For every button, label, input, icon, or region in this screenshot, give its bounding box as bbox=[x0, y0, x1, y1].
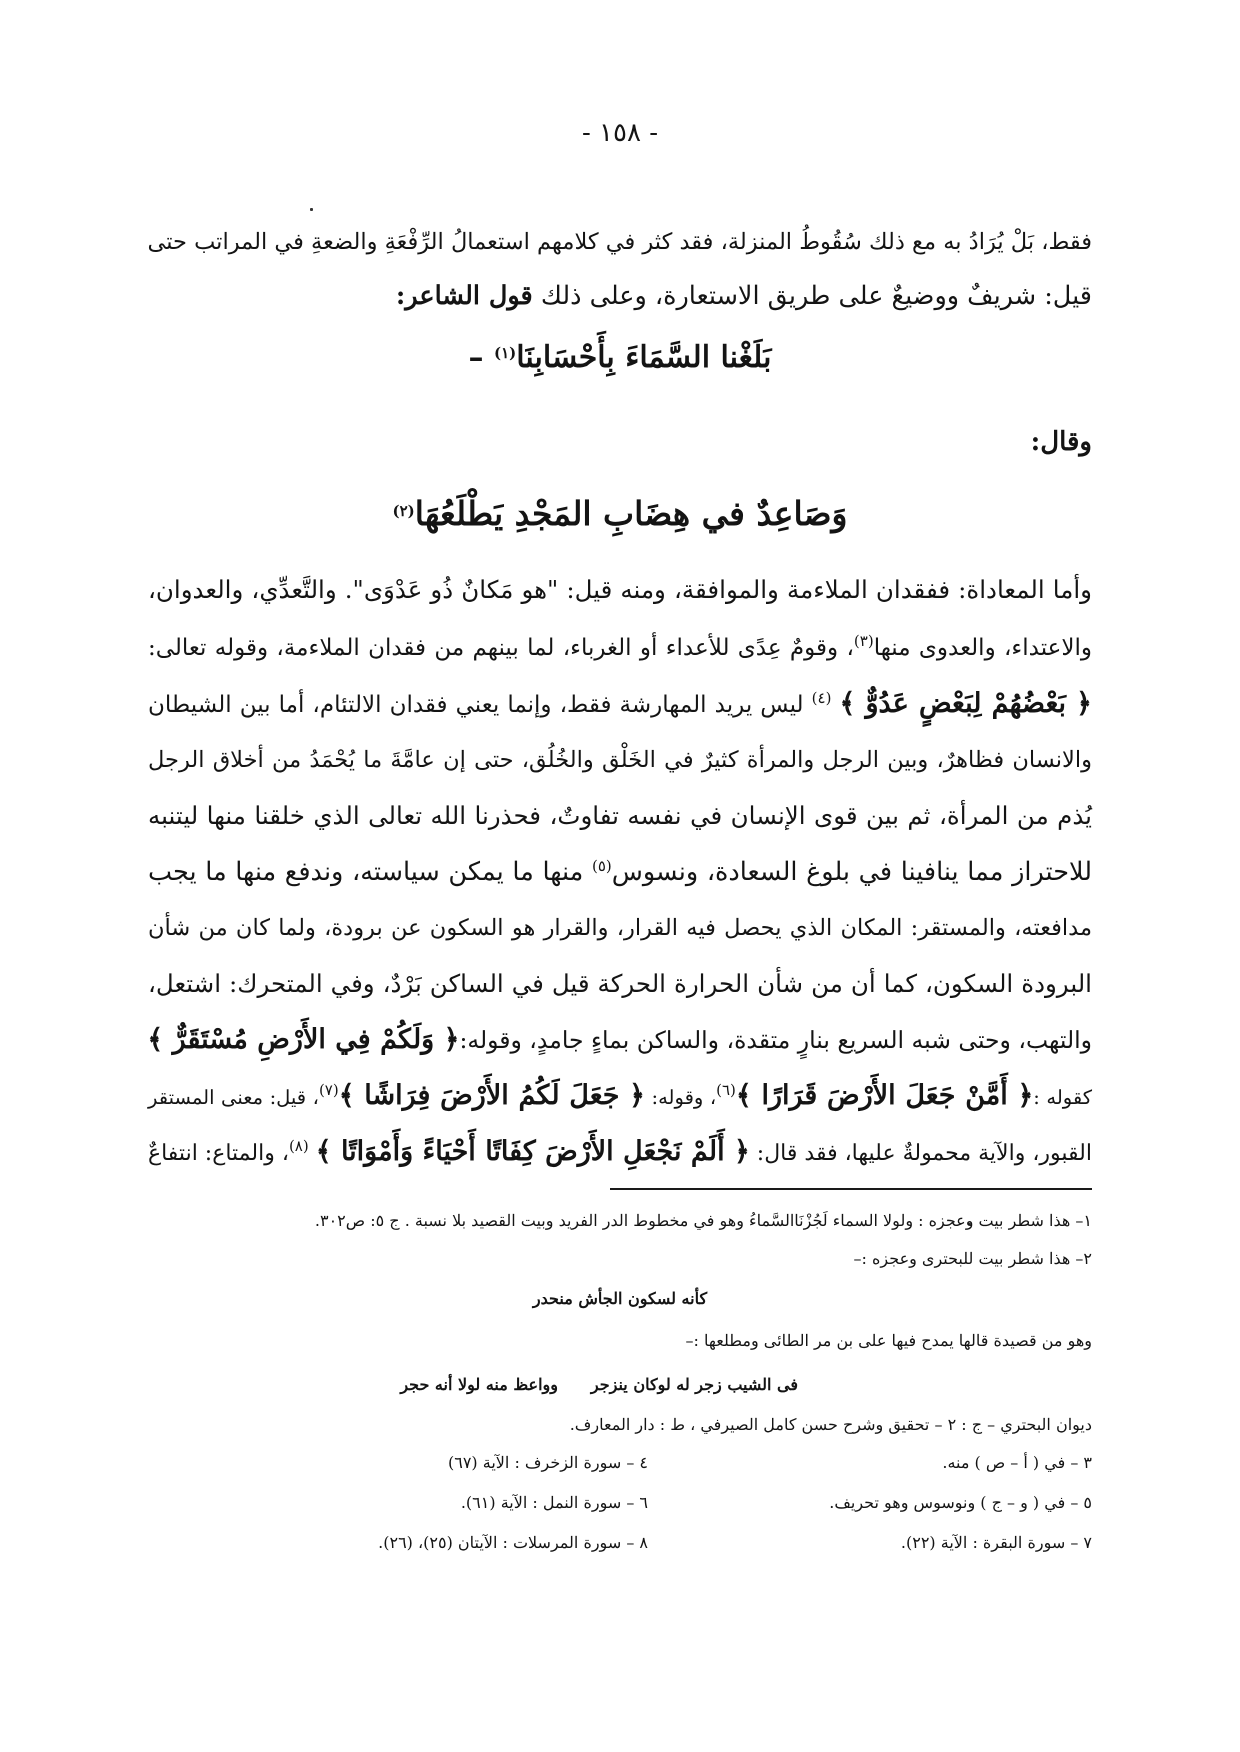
text-line-7: يُذم من المرأة، ثم بين قوى الإنسان في نفسه تفاوتٌ، فحذرنا الله تعالى الذي خلقنا منها ليتنبه bbox=[148, 801, 1092, 830]
text-line-11-a: والتهب، وحتى شبه السريع بنارٍ متقدة، والساكن بماءٍ جامدٍ، وقوله: bbox=[459, 1026, 1092, 1054]
text-line-5-b: ليس يريد المهارشة فقط، وإنما يعني فقدان الالتئام، أما بين الشيطان bbox=[148, 692, 812, 718]
text-line-2-plain: قيل: شريفٌ ووضيعٌ على طريق الاستعارة، وعلى ذلك bbox=[540, 281, 1092, 311]
footnote-ref-3: (٣) bbox=[853, 632, 874, 650]
page-number: - ١٥٨ - bbox=[581, 118, 659, 148]
footnote-2-verse: كأنه لسكون الجأش منحدر bbox=[532, 1289, 708, 1308]
text-line-2 bbox=[148, 276, 1092, 316]
footnote-2-intro: وهو من قصيدة قالها يمدح فيها على بن مر الطائى ومطلعها :– bbox=[685, 1331, 1092, 1350]
text-line-12-b: ، وقوله: bbox=[645, 1086, 717, 1109]
wa-qal-label: وقال: bbox=[1030, 427, 1092, 457]
text-line-12 bbox=[148, 1076, 1092, 1118]
text-line-13-b: ، والمتاع: انتفاعٌ bbox=[147, 1141, 289, 1166]
text-line-11 bbox=[148, 1020, 1092, 1060]
text-line-3: وأما المعاداة: ففقدان الملاءمة والموافقة، ومنه قيل: "هو مَكانٌ ذُو عَدْوَى". والتَّعدِّي، والعدوان، bbox=[148, 575, 1092, 604]
footnote-8: ٨ – سورة المرسلات : الآيتان (٢٥)، (٢٦). bbox=[378, 1533, 648, 1552]
text-line-8 bbox=[148, 852, 1092, 892]
verse-1-tail: – bbox=[468, 340, 494, 375]
quran-verse: ﴿ جَعَلَ لَكُمُ الأَرْضَ فِرَاشًا ﴾ bbox=[338, 1080, 645, 1111]
footnote-2-half-1: فى الشيب زجر له لوكان ينزجر bbox=[590, 1375, 798, 1394]
text-line-4-a: والاعتداء، والعدوى منها bbox=[873, 635, 1092, 661]
quran-verse: ﴿ وَلَكُمْ فِي الأَرْضِ مُسْتَقَرٌّ ﴾ bbox=[147, 1024, 460, 1055]
text-line-4-b: ، وقومٌ عِدًى للأعداء أو الغرباء، لما بينهم من فقدان الملاءمة، وقوله تعالى: bbox=[148, 635, 854, 661]
quran-verse: ﴿ بَعْضُهُمْ لِبَعْضٍ عَدُوٌّ ﴾ bbox=[839, 688, 1092, 719]
footnote-ref-1: (١) bbox=[494, 344, 517, 362]
text-line-6: والانسان فظاهرٌ، وبين الرجل والمرأة كثيرٌ في الخَلْق والخُلُق، حتى إن عامَّةَ ما يُحْمَدُ من أخلاق الرجل bbox=[148, 747, 1092, 773]
footnote-2-half-2: وواعظ منه لولا أنه حجر bbox=[400, 1375, 558, 1394]
footnote-divider bbox=[610, 1188, 1092, 1190]
text-line-9: مدافعته، والمستقر: المكان الذي يحصل فيه القرار، والقرار هو السكون عن برودة، ولما كان من شأن bbox=[148, 915, 1092, 941]
verse-2-text: وَصَاعِدٌ في هِضَابِ المَجْدِ يَطْلَعُهَا bbox=[414, 494, 848, 533]
footnote-ref-4: (٤) bbox=[811, 689, 832, 707]
text-line-4 bbox=[148, 628, 1092, 668]
text-line-1: فقط، بَلْ يُرَادُ به مع ذلك سُقُوطُ المنزلة، فقد كثر في كلامهم استعمالُ الرِّفْعَةِ والضعةِ في المراتب حتى bbox=[147, 229, 1092, 255]
footnote-7: ٧ – سورة البقرة : الآية (٢٢). bbox=[900, 1533, 1092, 1552]
text-line-8-a: للاحتراز مما ينافينا في بلوغ السعادة، ونسوس bbox=[611, 857, 1092, 887]
footnote-ref-2: (٢) bbox=[392, 502, 415, 520]
text-line-12-c: ، قيل: معنى المستقر bbox=[148, 1086, 319, 1109]
footnote-5: ٥ – في ( و – ج ) ونوسوس وهو تحريف. bbox=[829, 1493, 1092, 1512]
footnote-ref-6: (٦) bbox=[716, 1081, 736, 1099]
poet-quote-label: قول الشاعر: bbox=[395, 281, 533, 311]
footnote-1: ١– هذا شطر بيت وعجزه : ولولا السماء لَجُزْنَاالسَّماءُ وهو في مخطوط الدر الفريد وبيت القصيد بلا نسبة . ج ٥: ص٣٠٢. bbox=[314, 1211, 1092, 1230]
footnote-2-source: ديوان البحتري – ج : ٢ – تحقيق وشرح حسن كامل الصيرفي ، ط : دار المعارف. bbox=[569, 1415, 1092, 1434]
text-line-10: البرودة السكون، كما أن من شأن الحرارة الحركة قيل في الساكن بَرْدٌ، وفي المتحرك: اشتعل، bbox=[148, 969, 1092, 998]
text-line-13-a: القبور، والآية محمولةٌ عليها، فقد قال: bbox=[749, 1141, 1092, 1166]
footnote-6: ٦ – سورة النمل : الآية (٦١). bbox=[460, 1493, 648, 1512]
scan-speck bbox=[310, 208, 313, 211]
text-line-13 bbox=[148, 1132, 1092, 1174]
verse-2 bbox=[148, 490, 1092, 538]
text-line-12-a: كقوله : bbox=[1033, 1086, 1092, 1109]
footnote-3: ٣ – في ( أ – ص ) منه. bbox=[942, 1453, 1092, 1472]
footnote-ref-8: (٨) bbox=[288, 1137, 309, 1155]
quran-verse: ﴿ أَمَّنْ جَعَلَ الأَرْضَ قَرَارًا ﴾ bbox=[735, 1080, 1034, 1111]
quran-verse: ﴿ أَلَمْ نَجْعَلِ الأَرْضَ كِفَاتًا أَحْيَاءً وَأَمْوَاتًا ﴾ bbox=[315, 1136, 750, 1167]
verse-1-text: بَلَغْنا السَّمَاءَ بِأَحْسَابِنَا bbox=[516, 340, 772, 375]
footnote-ref-5: (٥) bbox=[591, 857, 612, 875]
verse-1 bbox=[148, 334, 1092, 382]
text-line-8-b: منها ما يمكن سياسته، وندفع منها ما يجب bbox=[148, 857, 592, 887]
text-line-5 bbox=[148, 684, 1092, 725]
footnote-ref-7: (٧) bbox=[318, 1081, 339, 1099]
footnote-4: ٤ – سورة الزخرف : الآية (٦٧) bbox=[447, 1453, 648, 1472]
footnote-2: ٢– هذا شطر بيت للبحترى وعجزه :– bbox=[853, 1249, 1092, 1268]
